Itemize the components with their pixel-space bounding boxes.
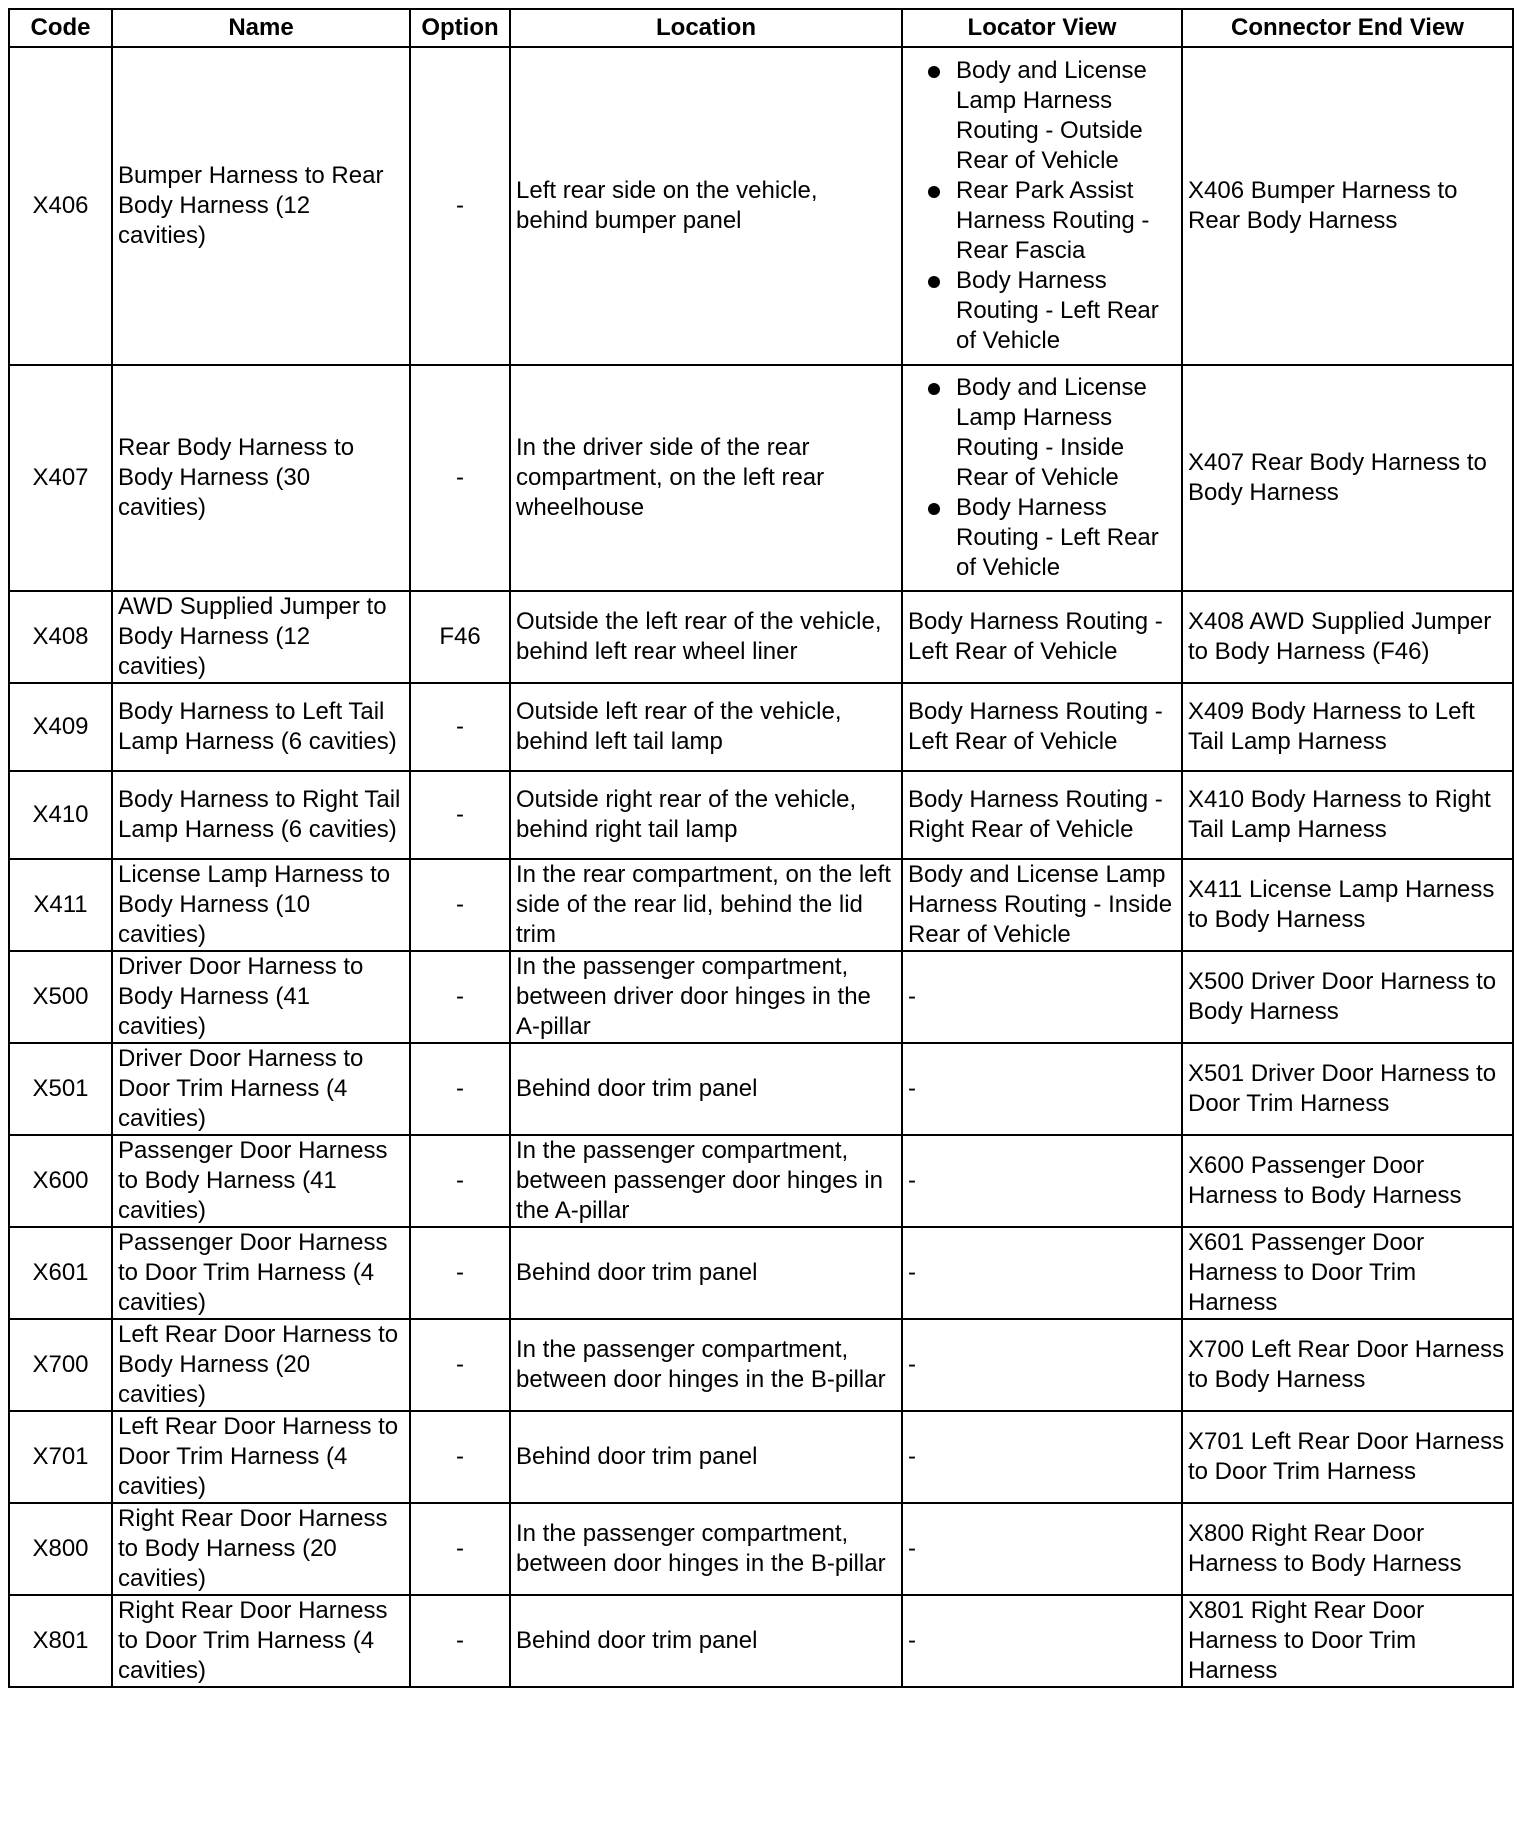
connector-code: X800 (9, 1503, 112, 1595)
locator-view: - (902, 1135, 1182, 1227)
connector-end-view: X701 Left Rear Door Harness to Door Trim Harness (1182, 1411, 1513, 1503)
connector-code: X407 (9, 365, 112, 591)
connector-end-view: X801 Right Rear Door Harness to Door Trim Harness (1182, 1595, 1513, 1687)
connector-location: Left rear side on the vehicle, behind bumper panel (510, 47, 902, 365)
connector-end-view: X601 Passenger Door Harness to Door Trim Harness (1182, 1227, 1513, 1319)
locator-view: - (902, 1319, 1182, 1411)
table-row (9, 771, 1513, 859)
locator-view: - (902, 1043, 1182, 1135)
locator-view-list (908, 56, 1176, 356)
connector-code: X500 (9, 951, 112, 1043)
locator-view-item: Body Harness Routing - Left Rear of Vehicle (908, 493, 1176, 583)
header-option: Option (410, 9, 510, 47)
connector-end-view: X800 Right Rear Door Harness to Body Harness (1182, 1503, 1513, 1595)
connector-name: Left Rear Door Harness to Body Harness (20 cavities) (112, 1319, 410, 1411)
connector-code: X501 (9, 1043, 112, 1135)
connector-code: X801 (9, 1595, 112, 1687)
connector-location: In the passenger compartment, between door hinges in the B-pillar (510, 1319, 902, 1411)
connector-name: Passenger Door Harness to Body Harness (41 cavities) (112, 1135, 410, 1227)
table-row (9, 1043, 1513, 1135)
connector-code: X408 (9, 591, 112, 683)
connector-end-view: X411 License Lamp Harness to Body Harness (1182, 859, 1513, 951)
connector-location: Behind door trim panel (510, 1411, 902, 1503)
locator-view: - (902, 1503, 1182, 1595)
locator-view: Body and License Lamp Harness Routing - Inside Rear of Vehicle (902, 859, 1182, 951)
connector-option: - (410, 47, 510, 365)
connector-code: X600 (9, 1135, 112, 1227)
connector-option: - (410, 771, 510, 859)
table-row (9, 951, 1513, 1043)
connector-code: X700 (9, 1319, 112, 1411)
locator-view (902, 47, 1182, 365)
connector-end-view: X406 Bumper Harness to Rear Body Harness (1182, 47, 1513, 365)
connector-option: - (410, 1503, 510, 1595)
header-connector-end-view: Connector End View (1182, 9, 1513, 47)
connector-name: AWD Supplied Jumper to Body Harness (12 cavities) (112, 591, 410, 683)
connector-option: - (410, 1227, 510, 1319)
connector-option: - (410, 1411, 510, 1503)
connector-option: - (410, 1595, 510, 1687)
connector-option: - (410, 1043, 510, 1135)
connector-location: In the passenger compartment, between passenger door hinges in the A-pillar (510, 1135, 902, 1227)
connector-end-view: X409 Body Harness to Left Tail Lamp Harness (1182, 683, 1513, 771)
table-row (9, 859, 1513, 951)
connector-code: X409 (9, 683, 112, 771)
header-row (9, 9, 1513, 47)
connector-name: Bumper Harness to Rear Body Harness (12 cavities) (112, 47, 410, 365)
locator-view: - (902, 951, 1182, 1043)
connector-name: Driver Door Harness to Body Harness (41 cavities) (112, 951, 410, 1043)
locator-view: Body Harness Routing - Right Rear of Vehicle (902, 771, 1182, 859)
connector-option: - (410, 683, 510, 771)
table-row (9, 1135, 1513, 1227)
connector-end-view: X501 Driver Door Harness to Door Trim Harness (1182, 1043, 1513, 1135)
table-row (9, 1411, 1513, 1503)
connector-option: - (410, 1135, 510, 1227)
connector-name: License Lamp Harness to Body Harness (10 cavities) (112, 859, 410, 951)
connector-name: Right Rear Door Harness to Body Harness (20 cavities) (112, 1503, 410, 1595)
table-row (9, 591, 1513, 683)
connector-code: X406 (9, 47, 112, 365)
connector-location: Outside the left rear of the vehicle, behind left rear wheel liner (510, 591, 902, 683)
header-locator-view: Locator View (902, 9, 1182, 47)
locator-view: - (902, 1227, 1182, 1319)
connector-location: Behind door trim panel (510, 1227, 902, 1319)
connector-table-document (8, 8, 1514, 1688)
connector-end-view: X407 Rear Body Harness to Body Harness (1182, 365, 1513, 591)
connector-end-view: X410 Body Harness to Right Tail Lamp Harness (1182, 771, 1513, 859)
header-location: Location (510, 9, 902, 47)
connector-code: X410 (9, 771, 112, 859)
connector-end-view: X600 Passenger Door Harness to Body Harness (1182, 1135, 1513, 1227)
locator-view: Body Harness Routing - Left Rear of Vehicle (902, 591, 1182, 683)
connector-location: Outside right rear of the vehicle, behind right tail lamp (510, 771, 902, 859)
table-row (9, 1227, 1513, 1319)
connector-code: X701 (9, 1411, 112, 1503)
connector-location: Outside left rear of the vehicle, behind left tail lamp (510, 683, 902, 771)
locator-view: - (902, 1595, 1182, 1687)
connector-code: X411 (9, 859, 112, 951)
connector-name: Body Harness to Right Tail Lamp Harness (6 cavities) (112, 771, 410, 859)
connector-end-view: X500 Driver Door Harness to Body Harness (1182, 951, 1513, 1043)
header-name: Name (112, 9, 410, 47)
connector-location: In the passenger compartment, between driver door hinges in the A-pillar (510, 951, 902, 1043)
connector-location: Behind door trim panel (510, 1595, 902, 1687)
connector-name: Passenger Door Harness to Door Trim Harness (4 cavities) (112, 1227, 410, 1319)
connector-table (8, 8, 1514, 1688)
table-row (9, 1319, 1513, 1411)
locator-view-item: Rear Park Assist Harness Routing - Rear Fascia (908, 176, 1176, 266)
connector-end-view: X700 Left Rear Door Harness to Body Harness (1182, 1319, 1513, 1411)
header-code: Code (9, 9, 112, 47)
connector-option: - (410, 365, 510, 591)
connector-option: F46 (410, 591, 510, 683)
table-header (9, 9, 1513, 47)
connector-name: Rear Body Harness to Body Harness (30 cavities) (112, 365, 410, 591)
table-row (9, 1503, 1513, 1595)
connector-code: X601 (9, 1227, 112, 1319)
connector-location: Behind door trim panel (510, 1043, 902, 1135)
table-row (9, 1595, 1513, 1687)
locator-view: - (902, 1411, 1182, 1503)
table-row (9, 683, 1513, 771)
locator-view: Body Harness Routing - Left Rear of Vehicle (902, 683, 1182, 771)
connector-name: Right Rear Door Harness to Door Trim Harness (4 cavities) (112, 1595, 410, 1687)
table-row (9, 365, 1513, 591)
connector-name: Left Rear Door Harness to Door Trim Harness (4 cavities) (112, 1411, 410, 1503)
locator-view-item: Body and License Lamp Harness Routing - Inside Rear of Vehicle (908, 373, 1176, 493)
connector-location: In the passenger compartment, between door hinges in the B-pillar (510, 1503, 902, 1595)
table-row (9, 47, 1513, 365)
locator-view-item: Body and License Lamp Harness Routing - Outside Rear of Vehicle (908, 56, 1176, 176)
connector-end-view: X408 AWD Supplied Jumper to Body Harness (F46) (1182, 591, 1513, 683)
connector-name: Driver Door Harness to Door Trim Harness (4 cavities) (112, 1043, 410, 1135)
table-body (9, 47, 1513, 1687)
connector-location: In the rear compartment, on the left side of the rear lid, behind the lid trim (510, 859, 902, 951)
connector-name: Body Harness to Left Tail Lamp Harness (6 cavities) (112, 683, 410, 771)
connector-option: - (410, 1319, 510, 1411)
locator-view-item: Body Harness Routing - Left Rear of Vehicle (908, 266, 1176, 356)
locator-view (902, 365, 1182, 591)
connector-option: - (410, 951, 510, 1043)
locator-view-list (908, 373, 1176, 583)
connector-location: In the driver side of the rear compartment, on the left rear wheelhouse (510, 365, 902, 591)
connector-option: - (410, 859, 510, 951)
